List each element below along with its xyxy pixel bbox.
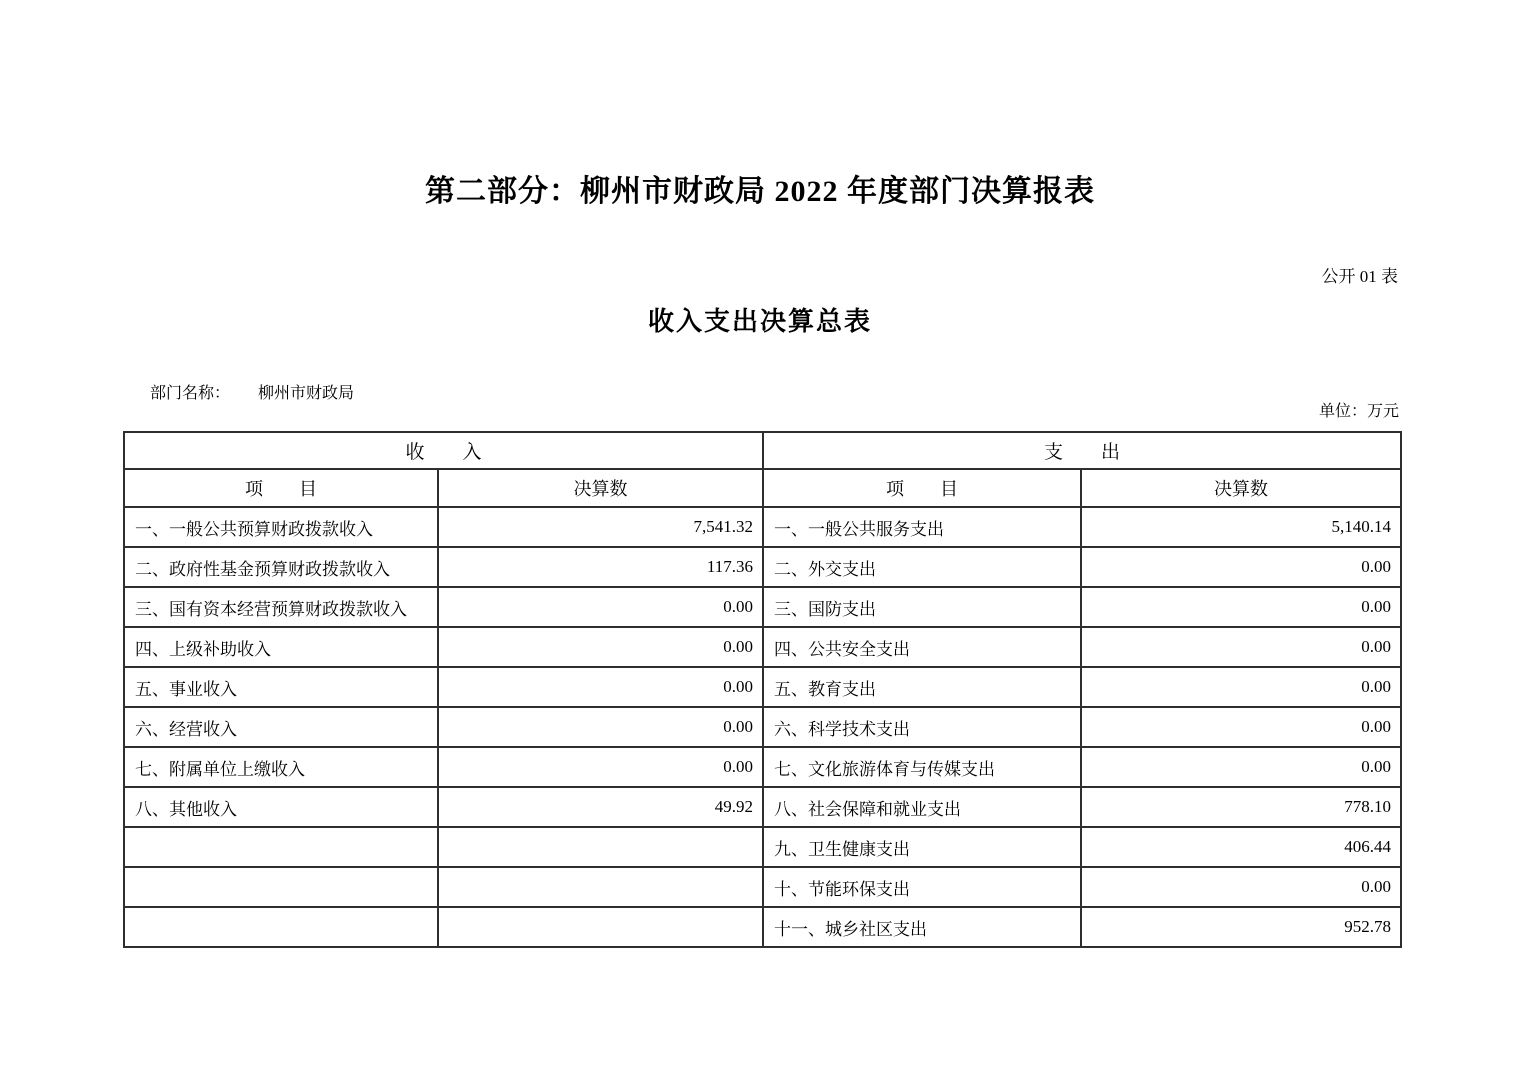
expense-amount-cell: 778.10 [1081, 787, 1401, 827]
table-row [124, 787, 1401, 827]
income-item-header: 项 目 [124, 469, 438, 507]
income-item-cell: 二、政府性基金预算财政拨款收入 [124, 547, 438, 587]
expense-amount-header: 决算数 [1081, 469, 1401, 507]
expense-amount-cell: 0.00 [1081, 547, 1401, 587]
table-row [124, 827, 1401, 867]
expense-amount-cell: 0.00 [1081, 707, 1401, 747]
expense-item-cell: 七、文化旅游体育与传媒支出 [763, 747, 1081, 787]
summary-table [123, 431, 1402, 948]
expense-amount-cell: 0.00 [1081, 867, 1401, 907]
table-row [124, 707, 1401, 747]
income-amount-cell: 0.00 [438, 627, 763, 667]
expense-amount-cell: 952.78 [1081, 907, 1401, 947]
table-row [124, 867, 1401, 907]
department-line [126, 362, 354, 421]
expense-item-cell: 九、卫生健康支出 [763, 827, 1081, 867]
expense-item-cell: 二、外交支出 [763, 547, 1081, 587]
expense-item-cell: 十、节能环保支出 [763, 867, 1081, 907]
table-row [124, 667, 1401, 707]
table-title: 收入支出决算总表 [647, 307, 872, 336]
income-amount-cell [438, 827, 763, 867]
expense-item-cell: 十一、城乡社区支出 [763, 907, 1081, 947]
expense-item-header: 项 目 [763, 469, 1081, 507]
income-item-cell [124, 827, 438, 867]
income-amount-cell: 0.00 [438, 587, 763, 627]
table-row [124, 547, 1401, 587]
expense-item-cell: 六、科学技术支出 [763, 707, 1081, 747]
income-item-cell: 四、上级补助收入 [124, 627, 438, 667]
income-section-header: 收 入 [124, 432, 763, 469]
income-amount-cell: 0.00 [438, 667, 763, 707]
income-item-cell: 六、经营收入 [124, 707, 438, 747]
income-amount-header: 决算数 [438, 469, 763, 507]
income-amount-cell: 49.92 [438, 787, 763, 827]
table-row [124, 627, 1401, 667]
expense-amount-cell: 0.00 [1081, 627, 1401, 667]
table-column-header-row [124, 469, 1401, 507]
expense-item-cell: 四、公共安全支出 [763, 627, 1081, 667]
income-amount-cell [438, 907, 763, 947]
expense-item-cell: 八、社会保障和就业支出 [763, 787, 1081, 827]
income-amount-cell: 7,541.32 [438, 507, 763, 547]
income-item-cell: 一、一般公共预算财政拨款收入 [124, 507, 438, 547]
expense-amount-cell: 0.00 [1081, 667, 1401, 707]
expense-amount-cell: 5,140.14 [1081, 507, 1401, 547]
expense-item-cell: 五、教育支出 [763, 667, 1081, 707]
table-row [124, 747, 1401, 787]
form-number-label: 公开 01 表 [1321, 267, 1398, 286]
department-label: 部门名称： [150, 385, 231, 402]
table-row [124, 907, 1401, 947]
section-title: 第二部分：柳州市财政局 2022 年度部门决算报表 [425, 175, 1095, 208]
income-item-cell [124, 867, 438, 907]
table-section-header-row [124, 432, 1401, 469]
table-row [124, 587, 1401, 627]
expense-amount-cell: 0.00 [1081, 747, 1401, 787]
income-amount-cell: 117.36 [438, 547, 763, 587]
expense-item-cell: 三、国防支出 [763, 587, 1081, 627]
expense-amount-cell: 406.44 [1081, 827, 1401, 867]
expense-item-cell: 一、一般公共服务支出 [763, 507, 1081, 547]
unit-label: 单位：万元 [1318, 403, 1399, 420]
income-item-cell [124, 907, 438, 947]
table-meta-row [126, 362, 1399, 421]
income-item-cell: 五、事业收入 [124, 667, 438, 707]
income-item-cell: 七、附属单位上缴收入 [124, 747, 438, 787]
expense-amount-cell: 0.00 [1081, 587, 1401, 627]
income-amount-cell [438, 867, 763, 907]
income-item-cell: 八、其他收入 [124, 787, 438, 827]
income-amount-cell: 0.00 [438, 707, 763, 747]
expense-section-header: 支 出 [763, 432, 1401, 469]
table-row [124, 507, 1401, 547]
income-amount-cell: 0.00 [438, 747, 763, 787]
department-name: 柳州市财政局 [258, 385, 355, 402]
income-item-cell: 三、国有资本经营预算财政拨款收入 [124, 587, 438, 627]
